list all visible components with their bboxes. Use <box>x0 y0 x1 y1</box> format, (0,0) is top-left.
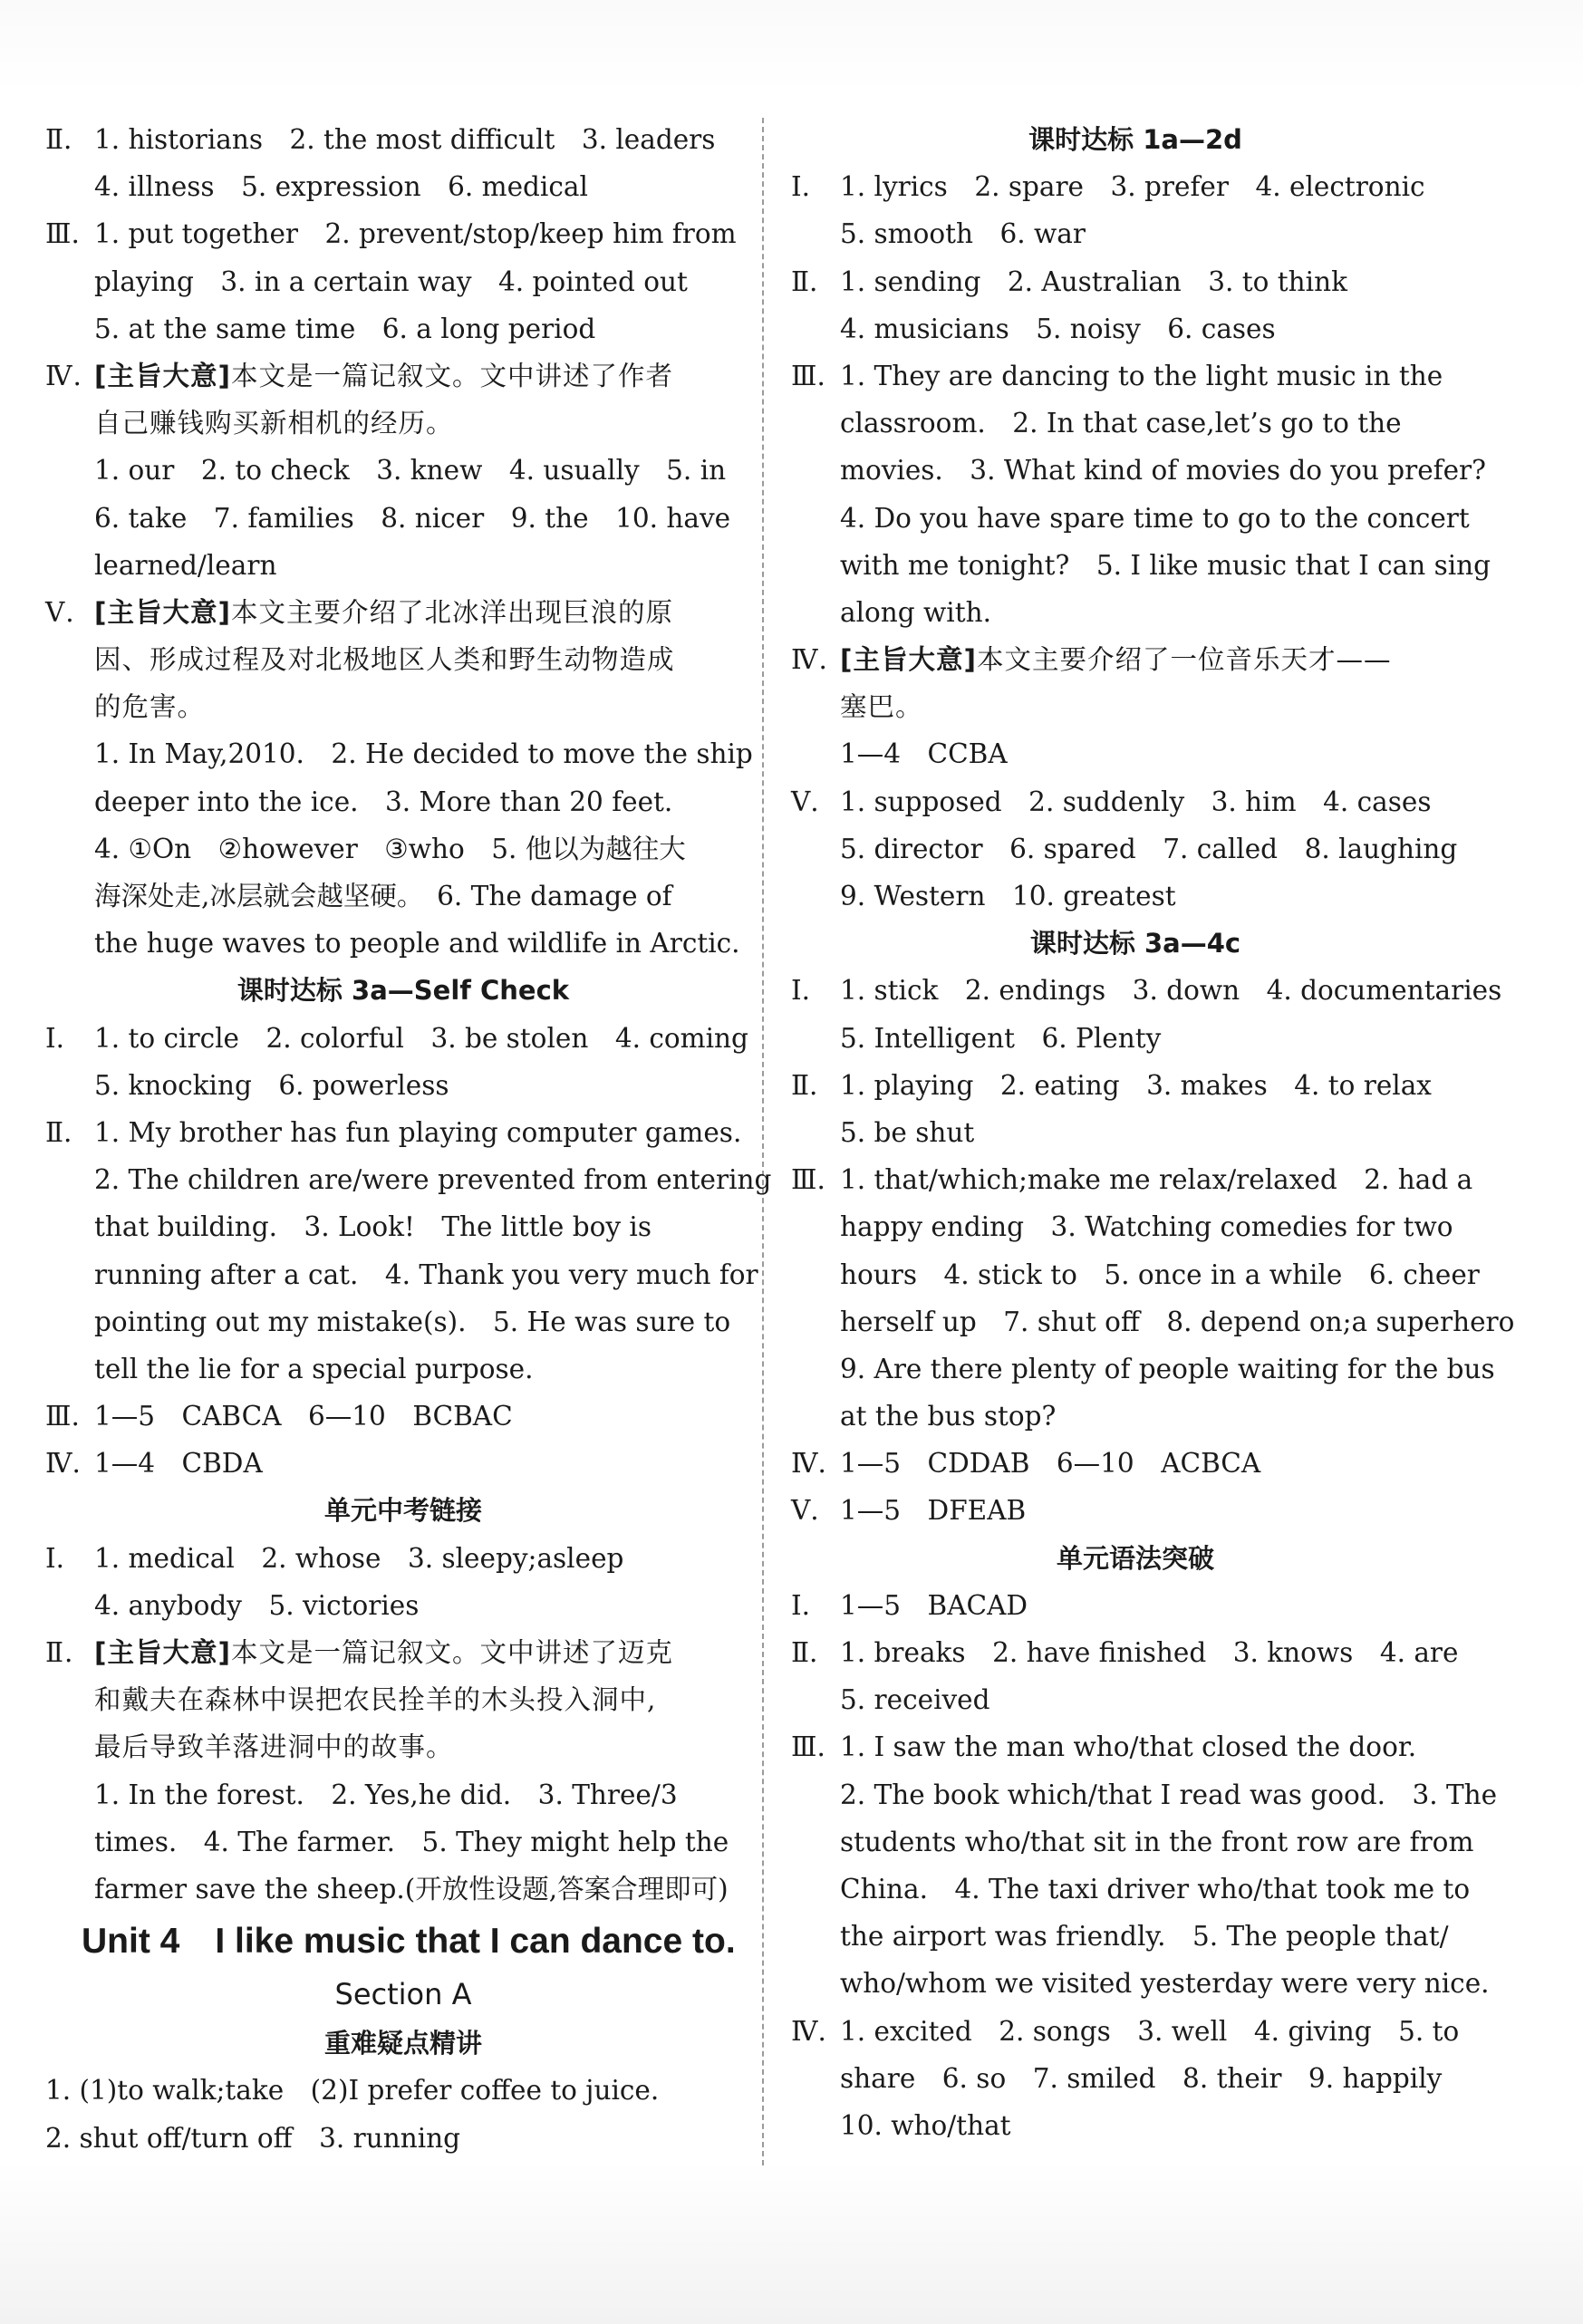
answer-line: learned/learn <box>94 549 277 581</box>
main-idea-tag: [主旨大意] <box>94 596 231 628</box>
roman-numeral: Ⅲ. <box>45 1401 80 1432</box>
answer-line: 2. The book which/that I read was good. 3. The <box>840 1779 1498 1810</box>
answer-line: times. 4. The farmer. 5. They might help the <box>94 1826 729 1857</box>
answer-line: movies. 3. What kind of movies do you prefer? <box>840 455 1486 487</box>
main-idea-tag: [主旨大意] <box>94 360 231 391</box>
answer-line: students who/that sit in the front row are from <box>840 1826 1474 1857</box>
answer-line: herself up 7. shut off 8. depend on;a superhero <box>840 1306 1515 1337</box>
answer-line: 5. received <box>840 1684 990 1716</box>
answer-line: hours 4. stick to 5. once in a while 6. cheer <box>840 1258 1480 1290</box>
roman-numeral: Ⅰ. <box>45 1022 65 1054</box>
answer-line: 5. Intelligent 6. Plenty <box>840 1022 1162 1054</box>
answer-line: Ⅴ. 1. supposed 2. suddenly 3. him 4. cases <box>791 778 1480 825</box>
answer-line: Ⅱ. 1. historians 2. the most difficult 3. leaders <box>45 116 743 163</box>
answer-line: classroom. 2. In that case,let’s go to the <box>840 408 1402 439</box>
answer-line: 1. our 2. to check 3. knew 4. usually 5. in <box>94 455 727 487</box>
answer-line: 自己赚钱购买新相机的经历。 <box>94 408 454 439</box>
answer-line: Ⅰ. 1—5 BACAD <box>791 1582 1480 1629</box>
answer-line: 塞巴。 <box>840 691 923 723</box>
answer-line: Ⅳ. 1—5 CDDAB 6—10 ACBCA <box>791 1440 1480 1487</box>
answer-line: Ⅲ. 1. that/which;make me relax/relaxed 2. had a <box>791 1156 1480 1203</box>
section-heading: 单元中考链接 <box>323 1495 482 1527</box>
answer-line: 1. (1)to walk;take (2)I prefer coffee to juice. <box>45 2075 660 2107</box>
answer-line: 4. ①On ②however ③who 5. 他以为越往大 <box>94 833 686 864</box>
roman-numeral: Ⅱ. <box>45 124 72 155</box>
main-idea-tag: [主旨大意] <box>94 1637 231 1668</box>
answer-line: 1—4 CCBA <box>840 738 1008 770</box>
answer-line: running after a cat. 4. Thank you very much for <box>94 1258 758 1290</box>
answer-line: Ⅲ. 1—5 CABCA 6—10 BCBAC <box>45 1393 743 1440</box>
roman-numeral: Ⅱ. <box>791 1069 818 1101</box>
answer-line: share 6. so 7. smiled 8. their 9. happily <box>840 2062 1443 2094</box>
column-divider <box>762 118 764 2165</box>
answer-line: 1. In May,2010. 2. He decided to move the ship <box>94 738 753 770</box>
answer-line: playing 3. in a certain way 4. pointed out <box>94 265 688 297</box>
roman-numeral: Ⅲ. <box>791 1164 825 1196</box>
answer-line: 9. Are there plenty of people waiting for the bus <box>840 1353 1495 1384</box>
answer-line: Ⅱ. 1. playing 2. eating 3. makes 4. to relax <box>791 1062 1480 1109</box>
answer-line: 4. Do you have spare time to go to the concert <box>840 502 1470 534</box>
answer-line: Ⅳ. [主旨大意]本文是一篇记叙文。文中讲述了作者 <box>45 352 743 400</box>
answer-line: 10. who/that <box>840 2109 1011 2141</box>
unit-title: Unit 4 I like music that I can dance to. <box>82 1922 736 1962</box>
roman-numeral: Ⅲ. <box>791 360 825 391</box>
answer-line: 4. anybody 5. victories <box>94 1589 420 1621</box>
answer-line: 5. be shut <box>840 1116 975 1148</box>
roman-numeral: Ⅱ. <box>791 1637 818 1668</box>
answer-line: Ⅰ. 1. to circle 2. colorful 3. be stolen 4. coming <box>45 1015 743 1062</box>
answer-line: 2. shut off/turn off 3. running <box>45 2122 461 2154</box>
answer-line: at the bus stop? <box>840 1401 1057 1432</box>
section-heading: 单元语法突破 <box>1056 1542 1214 1574</box>
answer-line: China. 4. The taxi driver who/that took me to <box>840 1873 1471 1905</box>
answer-line: Ⅲ. 1. I saw the man who/that closed the door. <box>791 1723 1480 1770</box>
roman-numeral: Ⅰ. <box>791 1589 811 1621</box>
answer-line: happy ending 3. Watching comedies for two <box>840 1211 1453 1243</box>
answer-line: tell the lie for a special purpose. <box>94 1353 534 1384</box>
answer-line: along with. <box>840 596 991 628</box>
roman-numeral: Ⅱ. <box>45 1116 72 1148</box>
answer-line: the huge waves to people and wildlife in Arctic. <box>94 928 740 959</box>
section-heading: 重难疑点精讲 <box>323 2028 482 2059</box>
answer-line: 5. knocking 6. powerless <box>94 1069 449 1101</box>
answer-line: 的危害。 <box>94 691 206 723</box>
main-idea-tag: [主旨大意] <box>840 644 977 676</box>
answer-line: farmer save the sheep.(开放性设题,答案合理即可) <box>94 1873 729 1905</box>
answer-line: Ⅳ. 1—4 CBDA <box>45 1440 743 1487</box>
answer-line: Ⅲ. 1. put together 2. prevent/stop/keep him from <box>45 210 743 257</box>
roman-numeral: Ⅰ. <box>45 1542 65 1574</box>
answer-line: Ⅰ. 1. lyrics 2. spare 3. prefer 4. electronic <box>791 163 1480 210</box>
answer-line: Ⅴ. [主旨大意]本文主要介绍了北冰洋出现巨浪的原 <box>45 589 743 636</box>
answer-line: 海深处走,冰层就会越坚硬。 6. The damage of <box>94 881 672 911</box>
answer-line: Ⅱ. [主旨大意]本文是一篇记叙文。文中讲述了迈克 <box>45 1629 743 1676</box>
roman-numeral: Ⅴ. <box>45 596 75 628</box>
answer-line: Ⅳ. 1. excited 2. songs 3. well 4. giving 5. to <box>791 2008 1480 2055</box>
answer-line: 5. smooth 6. war <box>840 218 1086 250</box>
section-heading: 课时达标 3a—Self Check <box>236 975 570 1007</box>
answer-line: 和戴夫在森林中误把农民拴羊的木头投入洞中, <box>94 1684 657 1716</box>
answer-line: the airport was friendly. 5. The people that/ <box>840 1921 1449 1953</box>
answer-line: 6. take 7. families 8. nicer 9. the 10. have <box>94 502 731 534</box>
answer-line: 4. illness 5. expression 6. medical <box>94 171 588 203</box>
answer-line: 5. director 6. spared 7. called 8. laughing <box>840 833 1458 864</box>
right-column <box>791 116 1515 2149</box>
roman-numeral: Ⅳ. <box>791 2015 826 2047</box>
section-heading: 课时达标 1a—2d <box>1028 124 1242 155</box>
answer-line: Ⅲ. 1. They are dancing to the light music in the <box>791 352 1480 400</box>
answer-line: pointing out my mistake(s). 5. He was sure to <box>94 1306 731 1337</box>
answer-line: deeper into the ice. 3. More than 20 feet. <box>94 786 673 817</box>
roman-numeral: Ⅲ. <box>791 1731 825 1763</box>
roman-numeral: Ⅴ. <box>791 786 819 817</box>
answer-line: 4. musicians 5. noisy 6. cases <box>840 313 1276 344</box>
roman-numeral: Ⅲ. <box>45 218 80 250</box>
roman-numeral: Ⅱ. <box>45 1637 74 1668</box>
roman-numeral: Ⅰ. <box>791 975 811 1007</box>
answer-line: Ⅱ. 1. breaks 2. have finished 3. knows 4. are <box>791 1629 1480 1676</box>
roman-numeral: Ⅳ. <box>45 360 82 391</box>
answer-line: that building. 3. Look! The little boy is <box>94 1211 652 1243</box>
roman-numeral: Ⅰ. <box>791 171 811 203</box>
answer-line: who/whom we visited yesterday were very nice. <box>840 1968 1490 2000</box>
roman-numeral: Ⅱ. <box>791 265 818 297</box>
answer-line: Ⅰ. 1. stick 2. endings 3. down 4. documentaries <box>791 967 1480 1014</box>
answer-line: Ⅴ. 1—5 DFEAB <box>791 1487 1480 1534</box>
answer-line: Ⅳ. [主旨大意]本文主要介绍了一位音乐天才—— <box>791 636 1480 683</box>
answer-line: 2. The children are/were prevented from entering <box>94 1164 772 1196</box>
section-heading: 课时达标 3a—4c <box>1029 928 1241 959</box>
roman-numeral: Ⅳ. <box>791 1448 826 1480</box>
answer-line: 1. In the forest. 2. Yes,he did. 3. Three/3 <box>94 1779 678 1810</box>
answer-line: 最后导致羊落进洞中的故事。 <box>94 1731 454 1763</box>
answer-line: with me tonight? 5. I like music that I can sing <box>840 549 1491 581</box>
roman-numeral: Ⅳ. <box>45 1448 81 1480</box>
roman-numeral: Ⅳ. <box>791 644 828 676</box>
roman-numeral: Ⅴ. <box>791 1495 819 1527</box>
answer-line: 5. at the same time 6. a long period <box>94 313 596 344</box>
answer-line: Ⅱ. 1. sending 2. Australian 3. to think <box>791 258 1480 305</box>
answer-line: 因、形成过程及对北极地区人类和野生动物造成 <box>94 644 675 676</box>
left-column <box>45 116 772 2162</box>
answer-line: Ⅱ. 1. My brother has fun playing computer games. <box>45 1109 743 1156</box>
section-title: Section A <box>334 1977 472 2012</box>
answer-line: 9. Western 10. greatest <box>840 881 1176 911</box>
answer-line: Ⅰ. 1. medical 2. whose 3. sleepy;asleep <box>45 1535 743 1582</box>
